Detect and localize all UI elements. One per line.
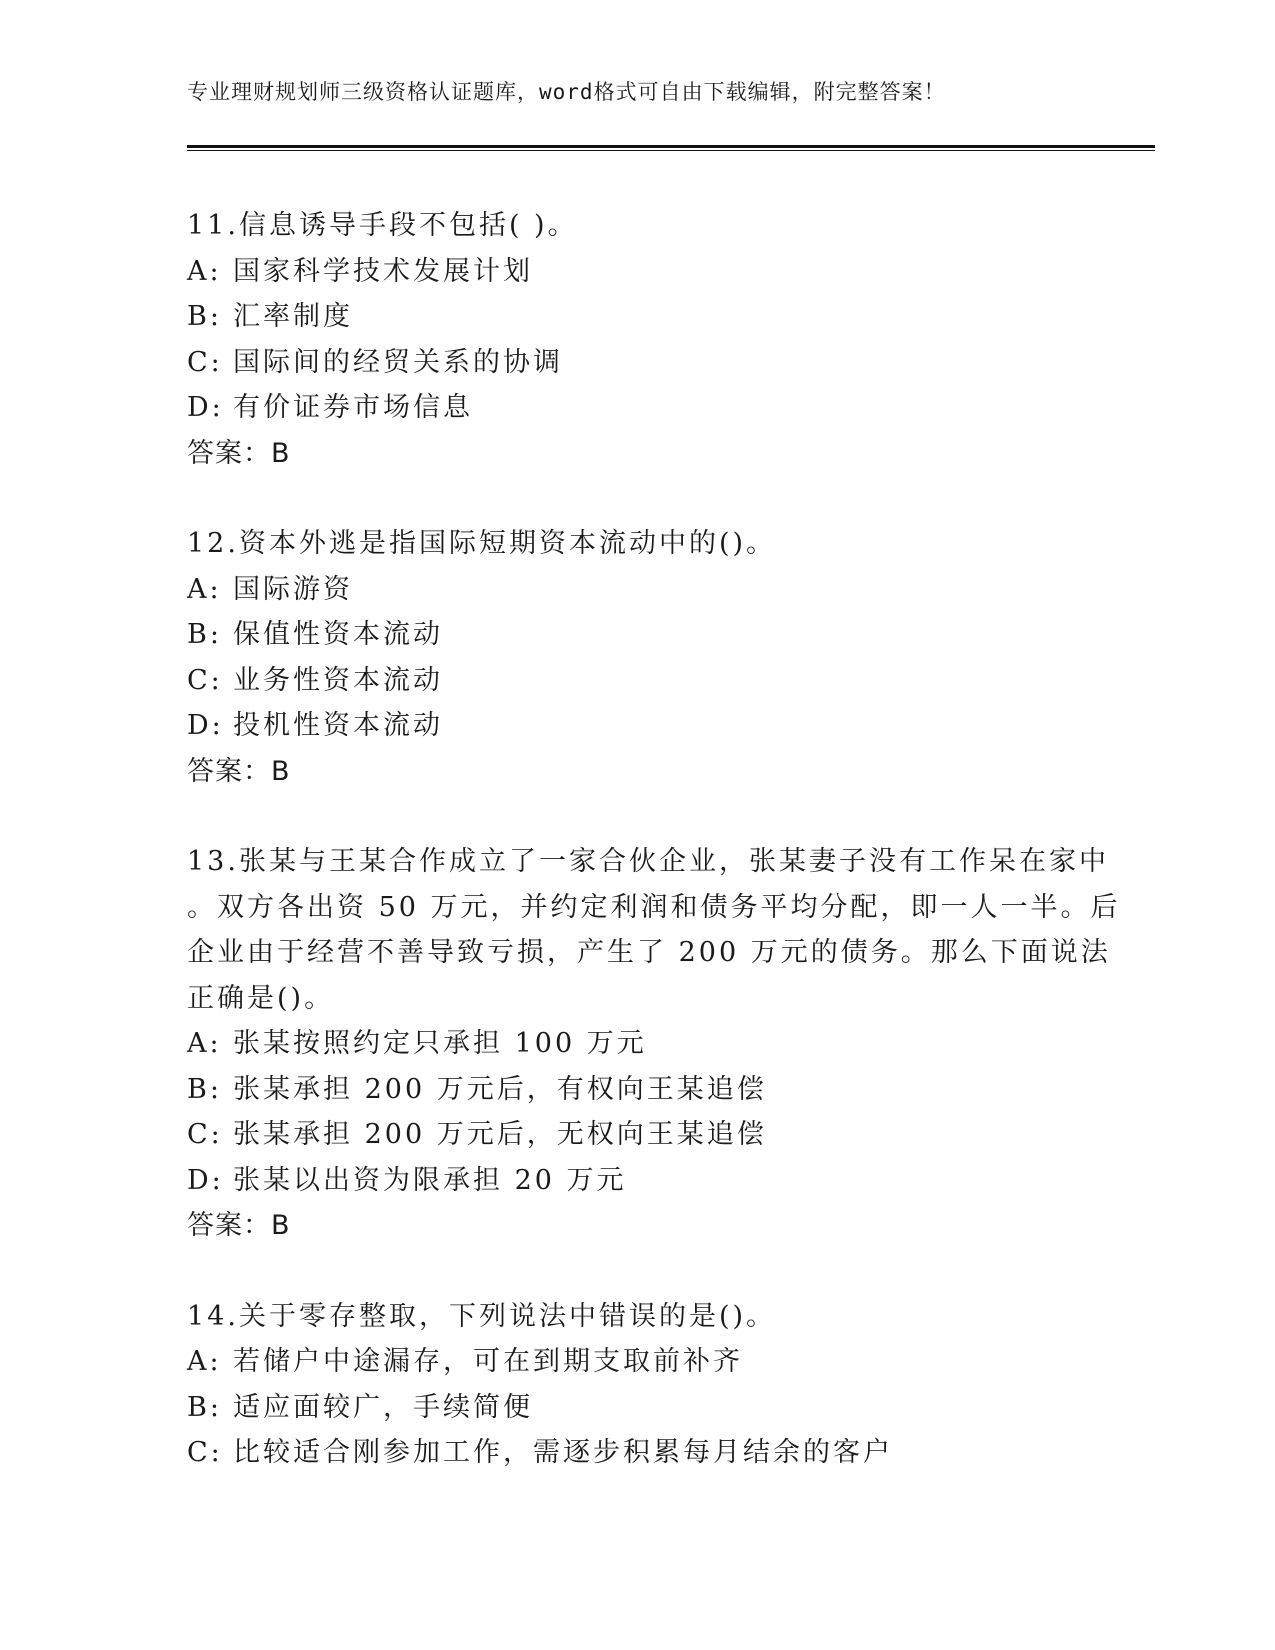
- question-stem-line: 。双方各出资 50 万元，并约定利润和债务平均分配，即一人一半。后: [187, 891, 1121, 923]
- option-c: [187, 658, 1087, 704]
- question-11: [187, 203, 1087, 476]
- option-a: [187, 249, 1087, 295]
- question-stem-line: 12.资本外逃是指国际短期资本流动中的()。: [187, 528, 777, 559]
- option-text: 张某按照约定只承担 100 万元: [233, 1028, 647, 1059]
- option-text: 汇率制度: [233, 301, 353, 332]
- option-letter: C:: [187, 1119, 223, 1150]
- option-text: 张某以出资为限承担 20 万元: [233, 1164, 627, 1196]
- option-b: [187, 612, 1087, 658]
- header-rule-thick: [187, 145, 1155, 148]
- option-d: [187, 1158, 1087, 1204]
- option-letter: C:: [187, 346, 223, 378]
- option-letter: B:: [187, 1391, 222, 1423]
- option-letter: D:: [187, 392, 224, 423]
- option-letter: A:: [187, 573, 222, 605]
- option-b: [187, 1067, 1087, 1113]
- option-text: 张某承担 200 万元后，有权向王某追偿: [233, 1073, 767, 1105]
- option-a: [187, 567, 1087, 613]
- option-c: [187, 1112, 1087, 1158]
- option-text: 投机性资本流动: [233, 710, 443, 741]
- question-stem-line: 11.信息诱导手段不包括( )。: [187, 210, 578, 241]
- option-text: 业务性资本流动: [233, 664, 443, 696]
- answer-line: 答案：B: [187, 1210, 291, 1241]
- answer-line: 答案：B: [187, 437, 291, 469]
- option-letter: B:: [187, 619, 222, 650]
- question-stem: [187, 1294, 1077, 1340]
- question-stem-line: 13.张某与王某合作成立了一家合伙企业，张某妻子没有工作呆在家中: [187, 846, 1109, 877]
- question-stem-line: 企业由于经营不善导致亏损，产生了 200 万元的债务。那么下面说法: [187, 937, 1111, 968]
- option-c: [187, 340, 1087, 386]
- option-text: 张某承担 200 万元后，无权向王某追偿: [233, 1119, 767, 1150]
- option-letter: A:: [187, 1028, 222, 1059]
- question-stem: [187, 203, 1077, 249]
- option-text: 比较适合刚参加工作，需逐步积累每月结余的客户: [233, 1437, 893, 1468]
- option-b: [187, 1385, 1087, 1431]
- option-text: 适应面较广，手续简便: [233, 1391, 533, 1423]
- option-text: 若储户中途漏存，可在到期支取前补齐: [233, 1346, 743, 1377]
- option-a: [187, 1021, 1087, 1067]
- question-14: [187, 1294, 1087, 1476]
- option-text: 保值性资本流动: [233, 619, 443, 650]
- option-c: [187, 1430, 1087, 1476]
- option-letter: B:: [187, 1073, 222, 1105]
- option-letter: D:: [187, 1164, 224, 1196]
- option-letter: C:: [187, 1437, 223, 1468]
- option-letter: B:: [187, 301, 222, 332]
- question-13: [187, 839, 1121, 1249]
- option-letter: A:: [187, 255, 222, 287]
- option-letter: C:: [187, 664, 223, 696]
- answer-line: 答案：B: [187, 755, 291, 787]
- header-rule-thin: [187, 150, 1155, 151]
- option-letter: D:: [187, 710, 224, 741]
- option-letter: A:: [187, 1346, 222, 1377]
- question-stem-line: 正确是()。: [187, 982, 335, 1014]
- question-stem: [187, 839, 1121, 1021]
- question-list: [187, 203, 1121, 1521]
- option-text: 有价证券市场信息: [233, 392, 473, 423]
- question-stem-line: 14.关于零存整取，下列说法中错误的是()。: [187, 1300, 777, 1332]
- option-text: 国家科学技术发展计划: [233, 255, 533, 287]
- question-12: [187, 521, 1087, 794]
- option-text: 国际间的经贸关系的协调: [233, 346, 563, 378]
- option-text: 国际游资: [233, 573, 353, 605]
- option-b: [187, 294, 1087, 340]
- option-a: [187, 1339, 1087, 1385]
- question-stem: [187, 521, 1077, 567]
- option-d: [187, 703, 1087, 749]
- option-d: [187, 385, 1087, 431]
- page-header-note: 专业理财规划师三级资格认证题库，word格式可自由下载编辑，附完整答案！: [187, 80, 946, 104]
